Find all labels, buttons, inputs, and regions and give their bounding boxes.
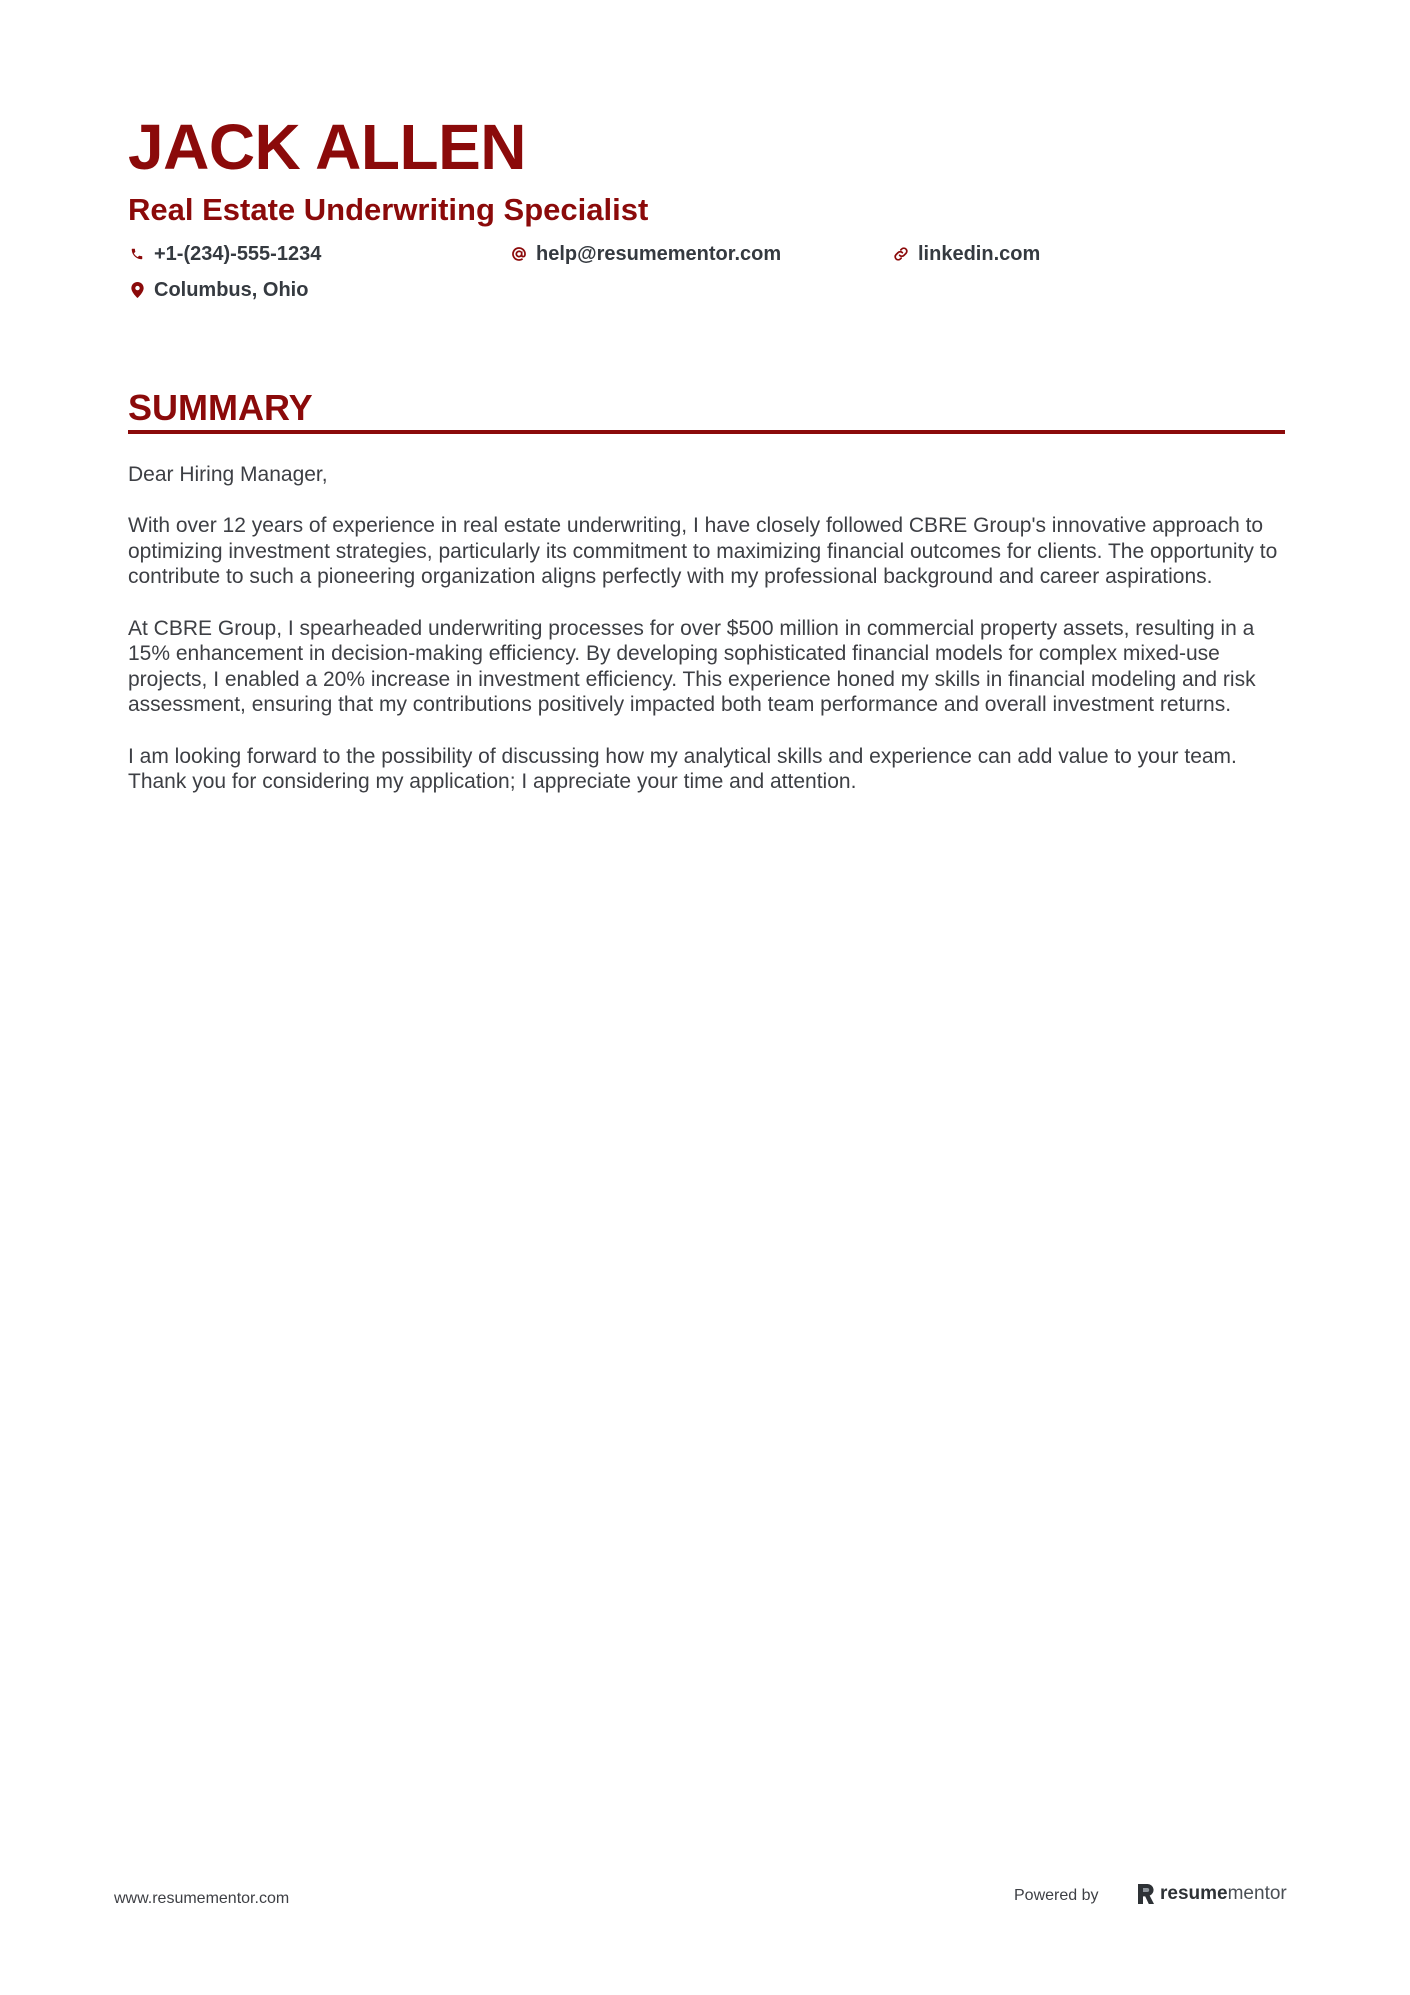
map-pin-icon (128, 281, 146, 299)
link-icon (892, 245, 910, 263)
letter-paragraph: At CBRE Group, I spearheaded underwriting processes for over $500 million in commercial property assets, resulting in a 15% enhancement in decision-making efficiency. By developing sophisticated financial models for complex mixed-use projects, I enabled a 20% increase in investment efficiency. This experience honed my skills in financial modeling and risk assessment, ensuring that my contributions positively impacted both team performance and overall investment returns. (128, 616, 1256, 717)
brand-mark-icon (1136, 1882, 1156, 1906)
brand-logo[interactable] (1136, 1882, 1287, 1906)
contact-email[interactable] (510, 241, 781, 267)
phone-text: +1-(234)-555-1234 (154, 243, 322, 265)
section-heading-summary: SUMMARY (128, 387, 313, 428)
candidate-name: JACK ALLEN (128, 111, 526, 183)
link-text: linkedin.com (918, 243, 1041, 265)
job-title: Real Estate Underwriting Specialist (128, 192, 649, 227)
phone-icon (128, 245, 146, 263)
contact-phone (128, 241, 321, 267)
contact-location (128, 277, 308, 303)
footer-website-link[interactable]: www.resumementor.com (114, 1890, 290, 1907)
brand-wordmark-bold: resume (1160, 1883, 1228, 1904)
powered-by-label: Powered by (1014, 1887, 1099, 1904)
brand-wordmark-light: mentor (1227, 1883, 1287, 1904)
location-text: Columbus, Ohio (154, 279, 309, 301)
contact-link[interactable] (892, 241, 1040, 267)
brand-wordmark (1160, 1882, 1287, 1906)
section-divider (128, 430, 1285, 434)
letter-greeting: Dear Hiring Manager, (128, 463, 328, 486)
email-text: help@resumementor.com (536, 243, 782, 265)
letter-paragraph: With over 12 years of experience in real estate underwriting, I have closely followed CBRE Group's innovative approach to optimizing investment strategies, particularly its commitment to maximizing financial outcomes for clients. The opportunity to contribute to such a pioneering organization aligns perfectly with my professional background and career aspirations. (128, 514, 1278, 589)
cover-letter-body (128, 462, 1288, 820)
at-icon (510, 245, 528, 263)
letter-paragraph: I am looking forward to the possibility of discussing how my analytical skills and experience can add value to your team. Thank you for considering my application; I appreciate your time and attention. (128, 744, 1237, 794)
